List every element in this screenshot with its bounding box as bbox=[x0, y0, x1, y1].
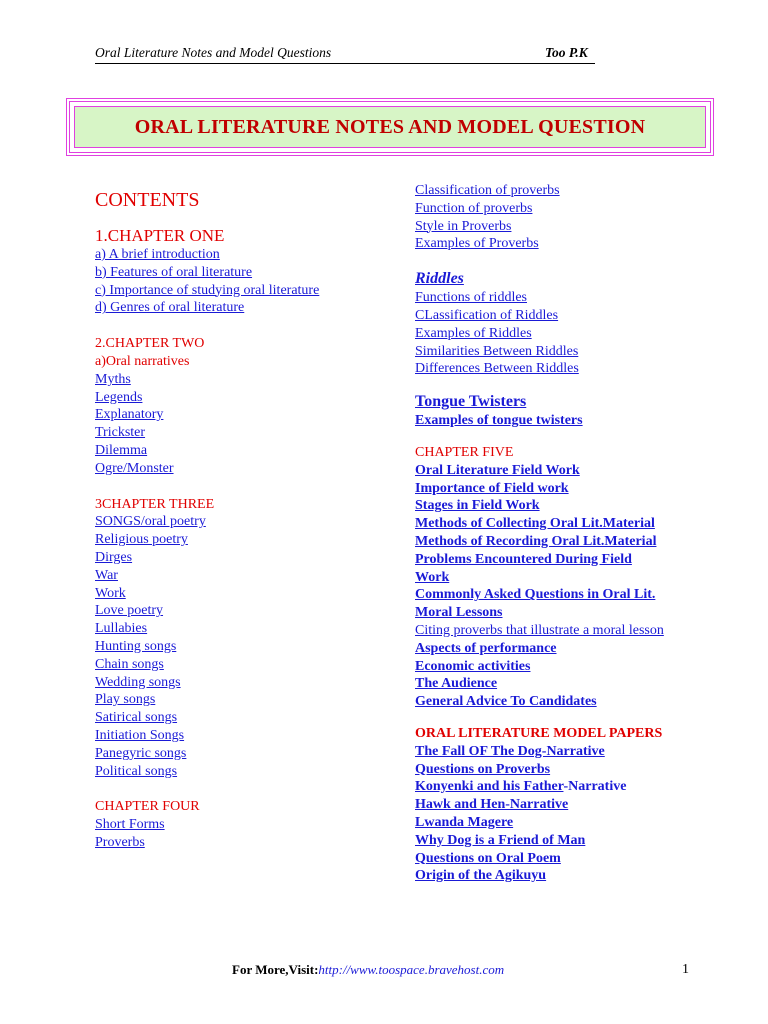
toc-link[interactable]: Differences Between Riddles bbox=[415, 361, 579, 377]
toc-link[interactable]: Why Dog is a Friend of Man bbox=[415, 832, 586, 848]
title-banner bbox=[66, 98, 714, 156]
toc-link[interactable]: CLassification of Riddles bbox=[415, 307, 559, 323]
chapter-two-subheading: a)Oral narratives bbox=[95, 353, 190, 369]
toc-link[interactable]: Examples of Riddles bbox=[415, 325, 532, 341]
toc-link[interactable]: Methods of Recording Oral Lit.Material bbox=[415, 533, 657, 549]
toc-link[interactable]: SONGS/oral poetry bbox=[95, 514, 206, 530]
toc-link[interactable]: Dirges bbox=[95, 549, 133, 565]
footer bbox=[232, 962, 504, 978]
toc-link[interactable]: Lullabies bbox=[95, 621, 148, 637]
toc-link[interactable]: Style in Proverbs bbox=[415, 218, 512, 234]
footer-url-link[interactable]: http://www.toospace.bravehost.com bbox=[318, 962, 505, 977]
toc-link[interactable]: Work bbox=[415, 569, 450, 585]
page-title: ORAL LITERATURE NOTES AND MODEL QUESTION bbox=[134, 115, 646, 138]
toc-link[interactable]: Myths bbox=[95, 371, 131, 387]
toc-link[interactable]: Importance of Field work bbox=[415, 480, 569, 496]
toc-link[interactable]: Questions on Proverbs bbox=[415, 761, 551, 777]
toc-link[interactable]: General Advice To Candidates bbox=[415, 694, 597, 710]
chapter-five-heading: CHAPTER FIVE bbox=[415, 444, 514, 460]
toc-link[interactable]: Play songs bbox=[95, 692, 156, 708]
toc-link[interactable]: Citing proverbs that illustrate a moral lesson bbox=[415, 622, 664, 638]
toc-link[interactable]: b) Features of oral literature bbox=[95, 264, 253, 280]
toc-link[interactable]: Moral Lessons bbox=[415, 605, 503, 621]
toc-link[interactable]: Similarities Between Riddles bbox=[415, 343, 579, 359]
toc-link[interactable]: Satirical songs bbox=[95, 710, 178, 726]
toc-link[interactable]: Ogre/Monster bbox=[95, 460, 174, 476]
toc-link[interactable]: Hunting songs bbox=[95, 638, 177, 654]
chapter-three-heading: 3CHAPTER THREE bbox=[95, 496, 215, 512]
toc-link[interactable]: Function of proverbs bbox=[415, 200, 533, 216]
toc-link[interactable]: Examples of tongue twisters bbox=[415, 413, 583, 429]
page-number: 1 bbox=[682, 962, 689, 977]
chapter-four-heading: CHAPTER FOUR bbox=[95, 799, 200, 815]
toc-link[interactable]: War bbox=[95, 567, 118, 583]
toc-link[interactable]: Hawk and Hen-Narrative bbox=[415, 797, 569, 813]
toc-mixed-item bbox=[415, 778, 664, 796]
header-rule bbox=[95, 63, 595, 64]
toc-link[interactable]: Trickster bbox=[95, 425, 146, 441]
toc-link[interactable]: Stages in Field Work bbox=[415, 498, 540, 514]
chapter-one-heading: 1.CHAPTER ONE bbox=[95, 226, 225, 245]
toc-link[interactable]: Classification of proverbs bbox=[415, 183, 560, 198]
toc-link[interactable]: Oral Literature Field Work bbox=[415, 462, 580, 478]
toc-link[interactable]: Dilemma bbox=[95, 442, 148, 458]
toc-link[interactable]: Work bbox=[95, 585, 126, 601]
toc-link[interactable]: Problems Encountered During Field bbox=[415, 551, 632, 567]
toc-link[interactable]: Short Forms bbox=[95, 817, 165, 833]
toc-link[interactable]: Explanatory bbox=[95, 407, 164, 423]
toc-link[interactable]: Wedding songs bbox=[95, 674, 181, 690]
toc-link[interactable]: d) Genres of oral literature bbox=[95, 300, 245, 316]
header-right: Too P.K bbox=[545, 45, 588, 60]
title-banner-inner bbox=[74, 106, 706, 148]
toc-left-column bbox=[95, 188, 319, 852]
toc-link[interactable]: Aspects of performance bbox=[415, 640, 557, 656]
riddles-heading-link[interactable]: Riddles bbox=[415, 270, 464, 288]
toc-right-column bbox=[415, 182, 664, 885]
toc-link[interactable]: Konyenki and his Father bbox=[415, 779, 564, 795]
toc-link[interactable]: Proverbs bbox=[95, 834, 145, 850]
toc-link[interactable]: Chain songs bbox=[95, 656, 164, 672]
toc-link[interactable]: Initiation Songs bbox=[95, 727, 185, 743]
toc-link[interactable]: Political songs bbox=[95, 763, 178, 779]
toc-link[interactable]: Legends bbox=[95, 389, 143, 405]
toc-link[interactable]: Economic activities bbox=[415, 658, 531, 674]
toc-link[interactable]: Lwanda Magere bbox=[415, 814, 514, 830]
toc-link[interactable]: Origin of the Agikuyu bbox=[415, 868, 547, 884]
footer-prefix: For More,Visit: bbox=[232, 962, 319, 977]
toc-link[interactable]: c) Importance of studying oral literature bbox=[95, 282, 320, 298]
toc-link[interactable]: Commonly Asked Questions in Oral Lit. bbox=[415, 587, 656, 603]
toc-link[interactable]: The Audience bbox=[415, 676, 498, 692]
toc-link[interactable]: Religious poetry bbox=[95, 532, 188, 548]
toc-link[interactable]: Methods of Collecting Oral Lit.Material bbox=[415, 516, 655, 532]
model-papers-heading: ORAL LITERATURE MODEL PAPERS bbox=[415, 725, 663, 741]
toc-item-suffix: -Narrative bbox=[563, 779, 627, 795]
toc-link[interactable]: a) A brief introduction bbox=[95, 247, 220, 262]
toc-link[interactable]: Love poetry bbox=[95, 603, 164, 619]
toc-link[interactable]: The Fall OF The Dog-Narrative bbox=[415, 743, 605, 759]
toc-link[interactable]: Panegyric songs bbox=[95, 745, 187, 761]
chapter-two-heading: 2.CHAPTER TWO bbox=[95, 336, 205, 352]
toc-link[interactable]: Functions of riddles bbox=[415, 290, 527, 306]
toc-link[interactable]: Questions on Oral Poem bbox=[415, 850, 561, 866]
toc-link[interactable]: Examples of Proverbs bbox=[415, 236, 539, 252]
header-left: Oral Literature Notes and Model Questions bbox=[95, 45, 332, 60]
tongue-twisters-heading-link[interactable]: Tongue Twisters bbox=[415, 393, 527, 411]
contents-heading: CONTENTS bbox=[95, 189, 200, 211]
